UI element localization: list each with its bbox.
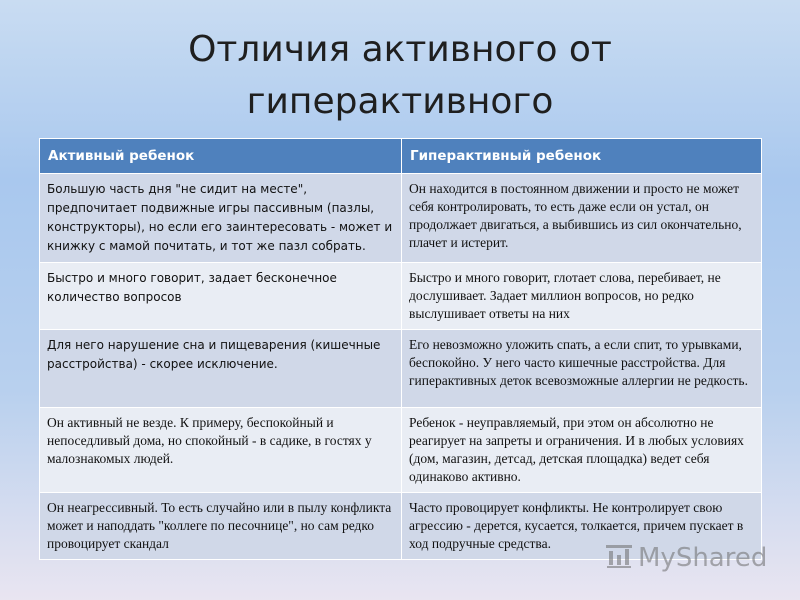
cell-hyperactive: Ребенок - неуправляемый, при этом он абсолютно не реагирует на запреты и ограничения. И в любых условиях (дом, магазин, детсад, детская площадка) ведет себя одинаково активно.	[402, 408, 762, 493]
title-line-1: Отличия активного от	[188, 29, 612, 70]
slide-title	[0, 24, 800, 128]
cell-active: Он активный не везде. К примеру, беспокойный и непоседливый дома, но спокойный - в садике, в гостях у малознакомых людей.	[40, 408, 402, 493]
watermark	[604, 540, 774, 576]
cell-hyperactive: Его невозможно уложить спать, а если спит, то урывками, беспокойно. У него часто кишечные расстройства. Для гиперактивных деток всевозможные аллергии не редкость.	[402, 330, 762, 408]
cell-active: Большую часть дня "не сидит на месте", предпочитает подвижные игры пассивным (пазлы, конструкторы), но если его заинтересовать - может и книжку с мамой почитать, и тот же пазл собрать.	[40, 174, 402, 263]
myshared-logo-icon	[604, 541, 634, 575]
table-row	[40, 330, 762, 408]
watermark-text: MyShared	[638, 543, 768, 573]
cell-active: Быстро и много говорит, задает бесконечное количество вопросов	[40, 263, 402, 330]
cell-active: Он неагрессивный. То есть случайно или в пылу конфликта может и наподдать "коллеге по песочнице", но сам редко провоцирует скандал	[40, 493, 402, 560]
header-active-child: Активный ребенок	[40, 139, 402, 174]
cell-hyperactive: Быстро и много говорит, глотает слова, перебивает, не дослушивает. Задает миллион вопросов, но редко выслушивает ответы на них	[402, 263, 762, 330]
comparison-table-container	[39, 138, 761, 560]
table-header-row	[40, 139, 762, 174]
table-row	[40, 263, 762, 330]
cell-hyperactive: Часто провоцирует конфликты. Не контролирует свою агрессию - дерется, кусается, толкается, причем пускает в ход подручные средства.	[402, 493, 762, 560]
title-line-2: гиперактивного	[246, 81, 554, 122]
comparison-table	[39, 138, 762, 560]
table-row	[40, 174, 762, 263]
table-row	[40, 408, 762, 493]
cell-active: Для него нарушение сна и пищеварения (кишечные расстройства) - скорее исключение.	[40, 330, 402, 408]
cell-hyperactive: Он находится в постоянном движении и просто не может себя контролировать, то есть даже если он устал, он продолжает двигаться, а выбившись из сил окончательно, плачет и истерит.	[402, 174, 762, 263]
header-hyperactive-child: Гиперактивный ребенок	[402, 139, 762, 174]
